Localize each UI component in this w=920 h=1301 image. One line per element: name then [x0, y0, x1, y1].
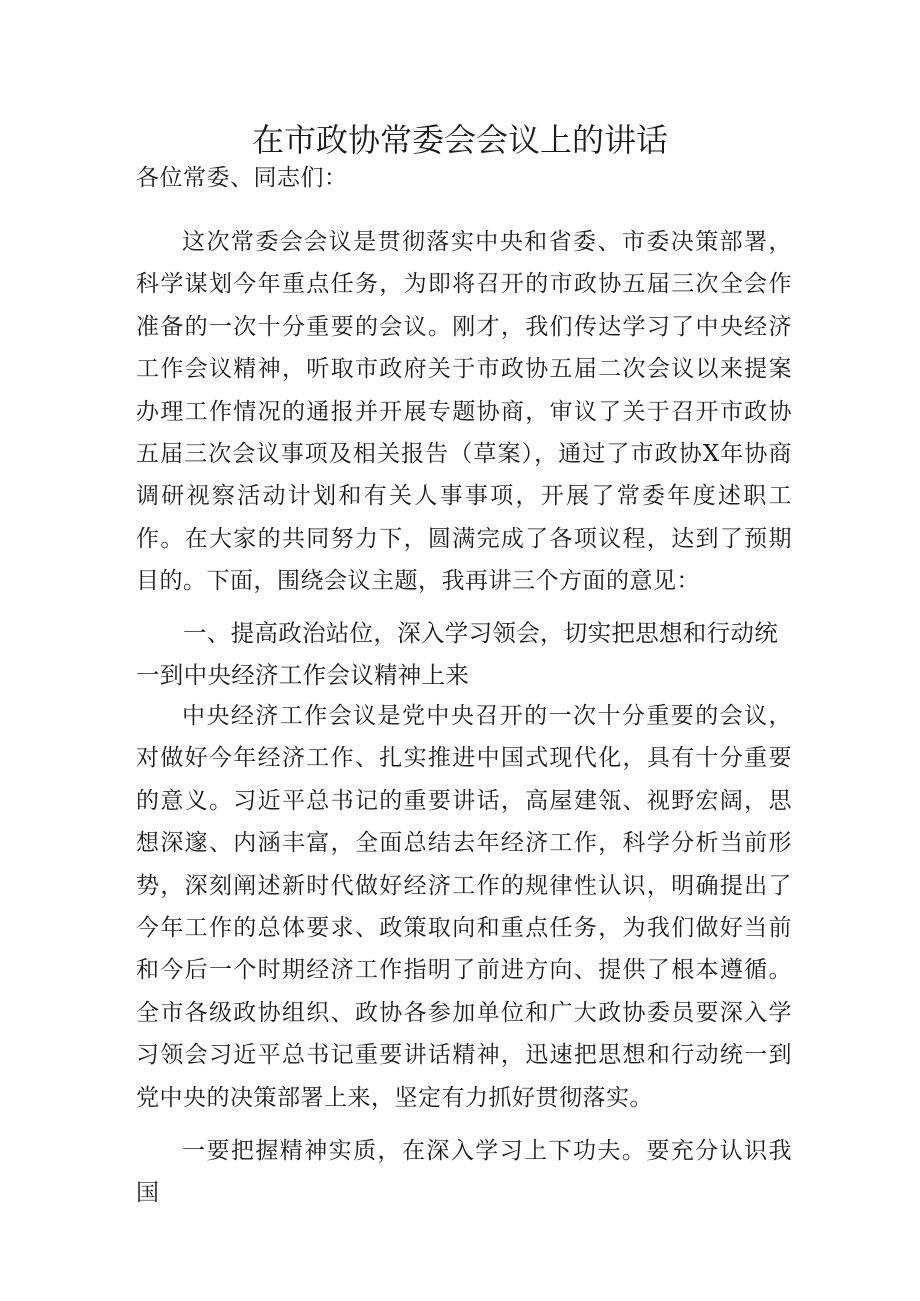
document-title: 在市政协常委会会议上的讲话 — [251, 121, 668, 159]
section-heading-1: 一、提高政治站位，深入学习领会，切实把思想和行动统一到中央经济工作会议精神上来 — [136, 619, 778, 689]
paragraph-point-1: 一要把握精神实质，在深入学习上下功夫。要充分认识我国 — [136, 1138, 792, 1207]
paragraph-section-1: 中央经济工作会议是党中央召开的一次十分重要的会议，对做好今年经济工作、扎实推进中国式现代化，具有十分重要的意义。习近平总书记的重要讲话，高屋建瓴、视野宏阔，思想深邃、内涵丰富，全面总结去年经济工作，科学分析当前形势，深刻阐述新时代做好经济工作的规律性认识，明确提出了今年工作的总体要求、政策取向和重点任务，为我们做好当前和今后一个时期经济工作指明了前进方向、提供了根本遵循。全市各级政协组织、政协各参加单位和广大政协委员要深入学习领会习近平总书记重要讲话精神，迅速把思想和行动统一到党中央的决策部署上来，坚定有力抓好贯彻落实。 — [136, 703, 792, 1111]
paragraph-intro: 这次常委会会议是贯彻落实中央和省委、市委决策部署，科学谋划今年重点任务，为即将召开的市政协五届三次全会作准备的一次十分重要的会议。刚才，我们传达学习了中央经济工作会议精神，听取市政府关于市政协五届二次会议以来提案办理工作情况的通报并开展专题协商，审议了关于召开市政协五届三次会议事项及相关报告（草案），通过了市政协X年协商调研视察活动计划和有关人事事项，开展了常委年度述职工作。在大家的共同努力下，圆满完成了各项议程，达到了预期目的。下面，围绕会议主题，我再讲三个方面的意见： — [136, 229, 792, 595]
salutation: 各位常委、同志们： — [136, 165, 348, 191]
